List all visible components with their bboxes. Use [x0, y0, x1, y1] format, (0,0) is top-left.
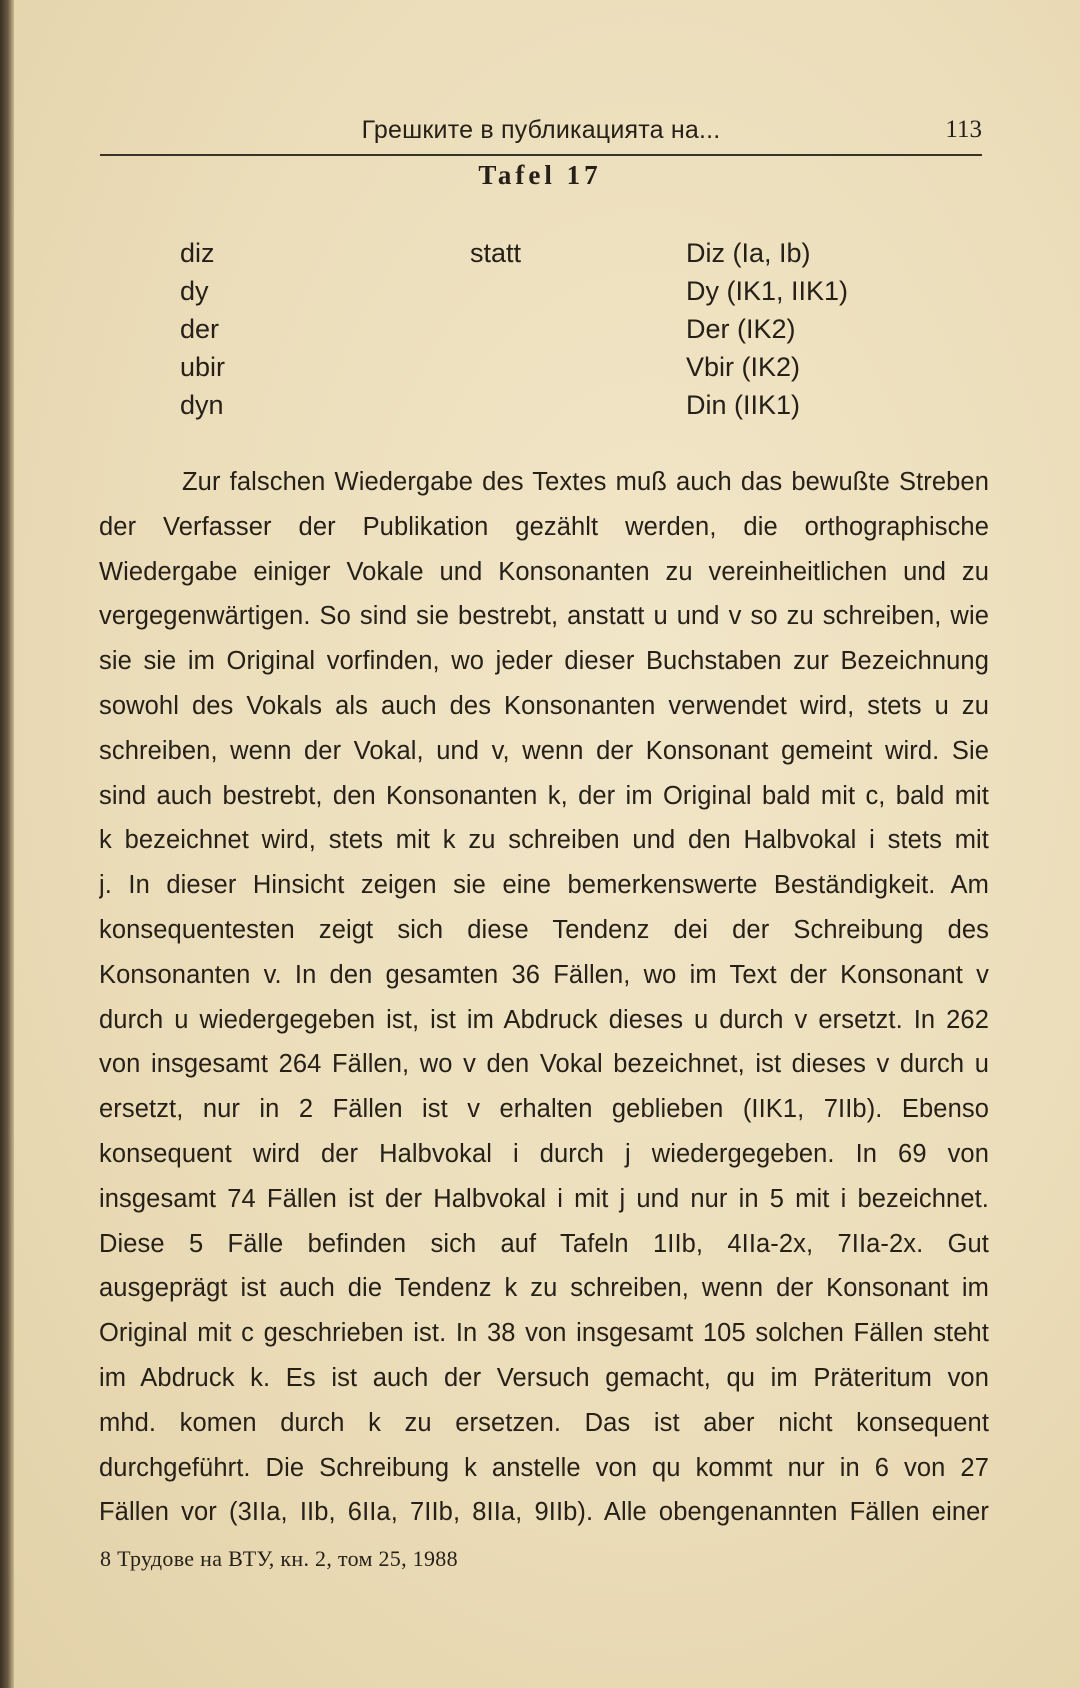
paragraph-line: im Abdruck k. Es ist auch der Versuch gemacht, qu im Präteritum von — [99, 1363, 989, 1392]
paragraph-line: konsequent wird der Halbvokal i durch j wiedergegeben. In 69 von — [99, 1139, 989, 1168]
signature-footnote: 8 Трудове на ВТУ, кн. 2, том 25, 1988 — [100, 1546, 458, 1571]
variant-original: Dy (IK1, IIK1) — [686, 276, 849, 306]
variant-row — [0, 352, 1080, 390]
paragraph-line: ausgeprägt ist auch die Tendenz k zu schreiben, wenn der Konsonant im — [99, 1274, 989, 1303]
variant-form: diz — [180, 238, 215, 268]
paragraph-line: Original mit c geschrieben ist. In 38 von insgesamt 105 solchen Fällen steht — [99, 1319, 989, 1348]
variant-row — [0, 276, 1080, 314]
paragraph-line: durch u wiedergegeben ist, ist im Abdruck dieses u durch v ersetzt. In 262 — [99, 1005, 989, 1034]
variant-original: Vbir (IK2) — [686, 352, 801, 382]
paragraph-line: von insgesamt 264 Fällen, wo v den Vokal bezeichnet, ist dieses v durch u — [99, 1050, 989, 1079]
paragraph-line: Konsonanten v. In den gesamten 36 Fällen, wo im Text der Konsonant v — [99, 960, 989, 989]
paragraph-line: sie sie im Original vorfinden, wo jeder dieser Buchstaben zur Bezeichnung — [99, 647, 989, 676]
variant-original: Din (IIK1) — [686, 390, 801, 420]
variant-connector: statt — [470, 238, 522, 268]
running-title: Грешките в публикацията на... — [361, 116, 721, 144]
paragraph-line: Wiedergabe einiger Vokale und Konsonanten zu vereinheitlichen und zu — [99, 557, 989, 586]
variant-table — [0, 238, 1080, 428]
paragraph-line: sind auch bestrebt, den Konsonanten k, der im Original bald mit c, bald mit — [99, 781, 989, 810]
variant-row — [0, 238, 1080, 276]
variant-row — [0, 314, 1080, 352]
paragraph-line: k bezeichnet wird, stets mit k zu schreiben und den Halbvokal i stets mit — [99, 826, 989, 855]
paragraph-line: der Verfasser der Publikation gezählt werden, die orthographische — [99, 512, 989, 541]
paragraph-line: Fällen vor (3IIa, IIb, 6IIa, 7IIb, 8IIa, 9IIb). Alle obengenannten Fällen einer — [99, 1498, 989, 1527]
paragraph-line: insgesamt 74 Fällen ist der Halbvokal i mit j und nur in 5 mit i bezeichnet. — [99, 1184, 989, 1213]
paragraph-line: j. In dieser Hinsicht zeigen sie eine bemerkenswerte Beständigkeit. Am — [99, 871, 989, 900]
paragraph-line: vergegenwärtigen. So sind sie bestrebt, anstatt u und v so zu schreiben, wie — [99, 602, 989, 631]
running-header — [100, 108, 982, 156]
paragraph-line: Zur falschen Wiedergabe des Textes muß auch das bewußte Streben — [182, 468, 989, 496]
table-title: Tafel 17 — [478, 160, 602, 190]
paragraph-line: schreiben, wenn der Vokal, und v, wenn der Konsonant gemeint wird. Sie — [99, 736, 989, 765]
paragraph-line: konsequentesten zeigt sich diese Tendenz dei der Schreibung des — [99, 915, 989, 944]
paragraph-line: ersetzt, nur in 2 Fällen ist v erhalten geblieben (IIK1, 7IIb). Ebenso — [99, 1095, 989, 1124]
variant-form: ubir — [180, 352, 226, 382]
paragraph-line: sowohl des Vokals als auch des Konsonanten verwendet wird, stets u zu — [99, 691, 989, 720]
paragraph-line: Diese 5 Fälle befinden sich auf Tafeln 1IIb, 4IIa-2x, 7IIa-2x. Gut — [99, 1229, 989, 1258]
variant-original: Der (IK2) — [686, 314, 796, 344]
variant-form: dyn — [180, 390, 224, 420]
paragraph-line: mhd. komen durch k zu ersetzen. Das ist aber nicht konsequent — [99, 1408, 989, 1437]
variant-form: dy — [180, 276, 209, 306]
paragraph-line: durchgeführt. Die Schreibung k anstelle von qu kommt nur in 6 von 27 — [99, 1453, 989, 1482]
variant-row — [0, 390, 1080, 428]
variant-form: der — [180, 314, 220, 344]
body-paragraph — [99, 460, 989, 1535]
variant-original: Diz (Ia, Ib) — [686, 238, 811, 268]
page-number: 113 — [945, 116, 982, 143]
